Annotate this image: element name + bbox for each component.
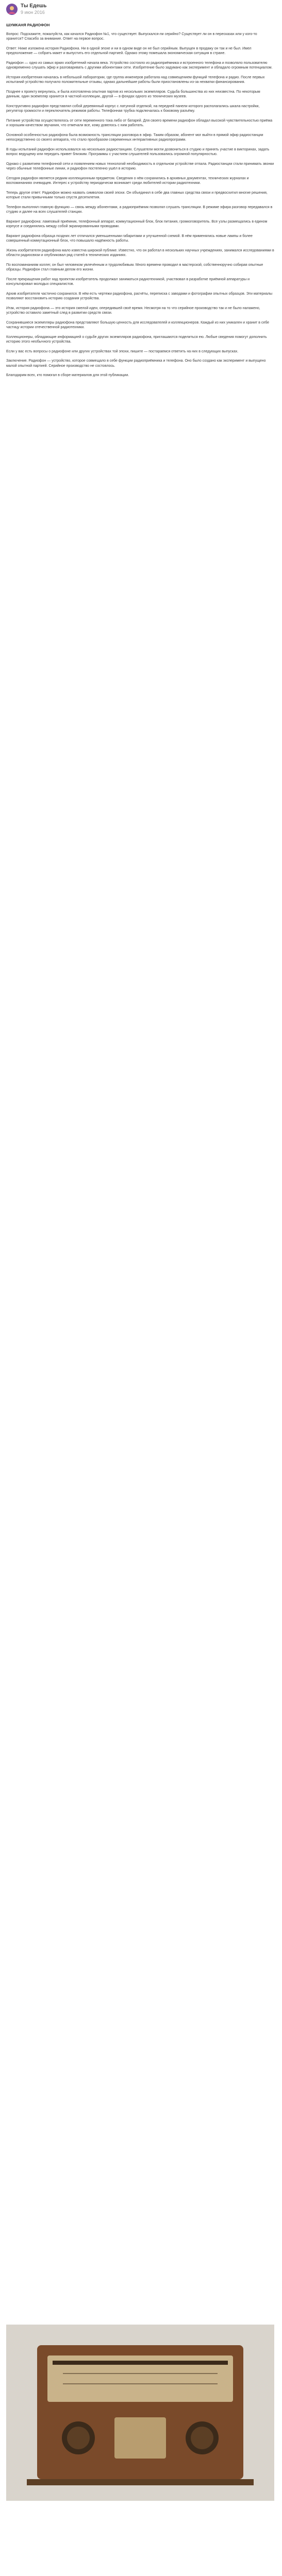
paragraph: Основной особенностью радиофона была возможность трансляции разговора в эфир. Таким образом, абонент мог выйти в прямой эфир радиостанции непосредственно со своего аппарата, что стало прообразом современных интерактивных радиопрограмм. [6,133,263,142]
author-avatar[interactable] [6,4,18,15]
paragraph: Заключение. Радиофон — устройство, которое совмещало в себе функции радиоприёмника и телефона. Оно было создано как эксперимент и выпущено малой опытной партией. Серийное производство не состоялось. [6,359,266,368]
paragraph: Ответ: Ниже изложена история Радиофона. Ни в одной эпохе и ни в одном виде он не был серийным. Выпущен в продажу он так и не был. Имел предположение — собрать макет и выпустить его отдельной партией. Однако этому помешала экономическая ситуация в стране. [6,46,252,55]
paragraph: Коллекционеры, обладающие информацией о судьбе других экземпляров радиофона, приглашаются поделиться ею. Любые сведения помогут дополнить историю этого необычного устройства. [6,335,267,344]
author-name[interactable]: Ты Едешь [21,3,47,9]
paragraph: Конструктивно радиофон представлял собой деревянный корпус с латунной отделкой, на передней панели которого располагались шкала настройки, регулятор громкости и переключатель режимов работы. Телефонная трубка подключалась к боковому разъёму. [6,104,260,113]
paragraph: Если у вас есть вопросы о радиофоне или других устройствах той эпохи, пишите — постараемся ответить на них в следующих выпусках. [6,349,239,353]
paragraph: Телефон выполнял главную функцию — связь между абонентами, а радиоприёмник позволял слушать трансляции. В режиме эфира разговор передавался в студию и далее на всех слушателей станции. [6,205,273,214]
article-title: ШУМКАНЯ РАДИОФОН [6,23,50,27]
article-body [6,23,274,383]
paragraph: Архив изобретателя частично сохранился. В нём есть чертежи радиофона, расчёты, переписка с заводами и фотографии опытных образцов. Эти материалы позволяют восстановить историю создания устройства. [6,292,273,300]
paragraph: Позднее к проекту вернулись, и была изготовлена опытная партия из нескольких экземпляров. Судьба большинства из них неизвестна. По некоторым данным, один экземпляр хранится в частной коллекции, другой — в фондах одного из технических музеев. [6,90,260,98]
paragraph: Вариант радиофона образца поздних лет отличался уменьшенными габаритами и улучшенной схемой. В нём применялись новые лампы и более совершенный коммутационный блок, что повышало надёжность работы. [6,234,253,243]
paragraph: В годы испытаний радиофон использовался на нескольких радиостанциях. Слушатели могли дозвониться в студию и принять участие в викторинах, задать вопрос ведущему или передать привет близким. Программы с участием слушателей пользовались огромной популярностью. [6,147,270,156]
paragraph: Питание устройства осуществлялось от сети переменного тока либо от батарей. Для своего времени радиофон обладал высокой чувствительностью приёма и хорошим качеством звучания, что отмечали все, кому довелось с ним работать. [6,118,273,127]
paragraph: Теперь другое ответ: Радиофон можно назвать символом своей эпохи. Он объединил в себе два главных средства связи и предвосхитил многие решения, которые стали привычными только спустя десятилетия. [6,191,268,199]
post-date: 9 июн 2016 [21,10,45,15]
paragraph: Жизнь изобретателя радиофона мало известна широкой публике. Известно, что он работал в нескольких научных учреждениях, занимался исследованиями в области радиосвязи и опубликовал ряд статей в технических изданиях. [6,248,274,257]
paragraph: Радиофон — одно из самых ярких изобретений начала века. Устройство состояло из радиоприёмника и встроенного телефона и позволяло пользователю одновременно слушать эфир и разговаривать с другими абонентами сети. Изобретение было задумано как эксперимент и обладало огромным потенциалом. [6,61,273,70]
paragraph: По воспоминаниям коллег, он был человеком увлечённым и трудолюбивым. Много времени проводил в мастерской, собственноручно собирая опытные образцы. Радиофон стал главным делом его жизни. [6,263,263,272]
paragraph: После прекращения работ над проектом изобретатель продолжал заниматься радиотехникой, участвовал в разработке приёмной аппаратуры и консультировал молодых специалистов. [6,277,250,286]
avatar-image [6,4,18,15]
paragraph: Итак, история радиофона — это история смелой идеи, опередившей своё время. Несмотря на то что серийное производство так и не было налажено, устройство оставило заметный след в развитии средств связи. [6,306,260,315]
radio-device-photo [6,2325,274,2501]
paragraph: Вопрос: Подскажите, пожалуйста, как качался Радиофон №1, что существует. Выпускался-ли серийно? Существует ли он в пересказах или у кого-то хранится? Спасибо за внимание. Ответ на первое вопрос. [6,32,257,41]
paragraph: Сегодня радиофон является редким коллекционным предметом. Сведения о нём сохранились в архивных документах, технических журналах и воспоминаниях очевидцев. Интерес к устройству периодически возникает среди любителей истории радиотехники. [6,176,249,185]
radio-device-image [6,2325,274,2501]
paragraph: Сохранившиеся экземпляры радиофона представляют большую ценность для исследователей и коллекционеров. Каждый из них уникален и хранит в себе частицу истории отечественной радиотехники. [6,320,270,329]
paragraph: Однако с развитием телефонной сети и появлением новых технологий необходимость в отдельном устройстве отпала. Радиостанции стали принимать звонки через обычные телефонные линии, и радиофон постепенно ушёл в историю. [6,162,274,171]
paragraph: Благодарим всех, кто помогал в сборе материалов для этой публикации. [6,374,129,377]
paragraph: Вариант радиофона: ламповый приёмник, телефонный аппарат, коммутационный блок, блок питания, громкоговоритель. Все узлы размещались в едином корпусе и соединялись между собой экранированными проводами. [6,219,268,228]
paragraph: История изобретения началась в небольшой лаборатории, где группа инженеров работала над совмещением функций телефона и радио. После первых испытаний устройство получило положительные отзывы, однако дальнейшие работы были приостановлены из-за нехватки финансирования. [6,75,265,84]
post-header [0,0,282,21]
